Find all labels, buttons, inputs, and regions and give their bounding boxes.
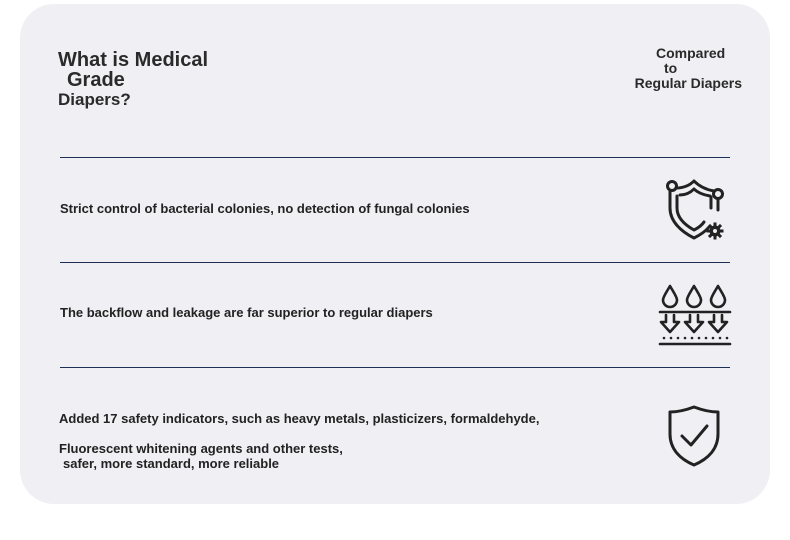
title-line-3: Diapers? (58, 90, 131, 109)
feature-safety-indicators (59, 411, 599, 471)
feature-3-line-2: Fluorescent whitening agents and other tests, (59, 441, 343, 456)
feature-3-line-3: safer, more standard, more reliable (63, 456, 280, 471)
anti-leak-drops-icon (656, 282, 734, 348)
comparison-heading (606, 46, 746, 91)
title-line-2: Grade (67, 69, 125, 91)
divider-2 (60, 262, 730, 263)
feature-anti-leak: The backflow and leakage are far superior to regular diapers (60, 305, 433, 320)
divider-1 (60, 157, 730, 158)
feature-3-line-1: Added 17 safety indicators, such as heavy metals, plasticizers, formaldehyde, (59, 411, 540, 426)
divider-3 (60, 367, 730, 368)
compare-line-3: Regular Diapers (634, 75, 742, 91)
feature-bacterial-control: Strict control of bacterial colonies, no detection of fungal colonies (60, 201, 470, 216)
compare-line-2: to (664, 60, 678, 76)
shield-gear-icon (660, 178, 728, 242)
page-title (58, 50, 258, 110)
title-line-1: What is Medical (58, 49, 209, 71)
shield-check-icon (666, 404, 722, 468)
compare-line-1: Compared (656, 45, 726, 61)
